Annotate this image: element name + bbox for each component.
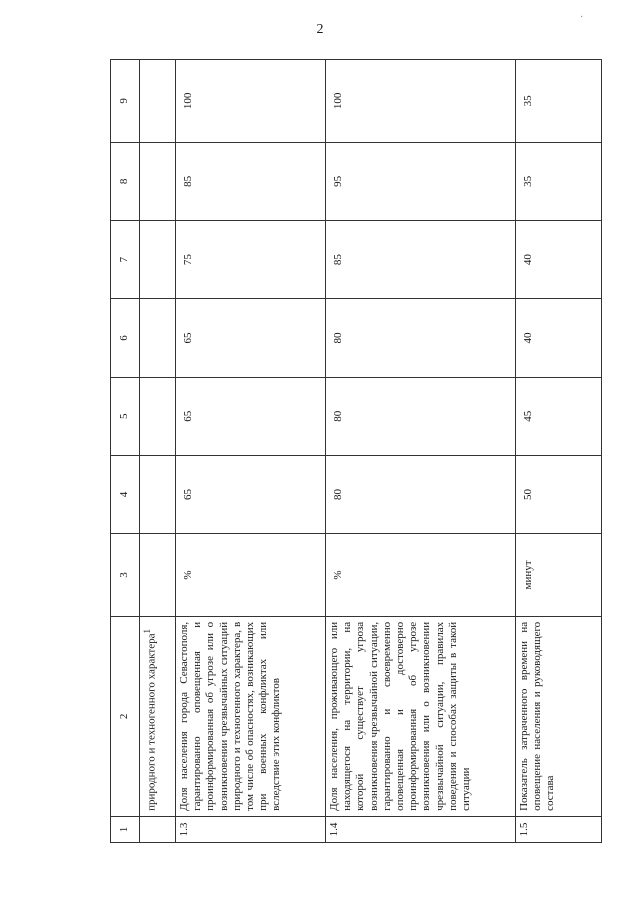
- value-cell: [140, 455, 176, 533]
- value-cell: 75: [176, 220, 326, 298]
- col-header-4: 4: [111, 455, 140, 533]
- indicator-name-text: природного и техногенного характера: [145, 633, 158, 811]
- column-numbers-row: [111, 60, 140, 843]
- col-header-1: 1: [111, 816, 140, 842]
- value-cell: [140, 60, 176, 143]
- col-header-7: 7: [111, 220, 140, 298]
- value-cell: 100: [326, 60, 516, 143]
- row-number: 1.3: [176, 816, 326, 842]
- table-row-1-3: [176, 60, 326, 843]
- value-cell: 80: [326, 377, 516, 455]
- table-row-1-5: [516, 60, 602, 843]
- value-cell: 40: [516, 220, 602, 298]
- footnote-mark: 1: [142, 628, 152, 634]
- value-cell: [140, 220, 176, 298]
- value-cell: 35: [516, 142, 602, 220]
- col-header-3: 3: [111, 534, 140, 617]
- col-header-5: 5: [111, 377, 140, 455]
- value-cell: 65: [176, 377, 326, 455]
- col-header-2: 2: [111, 616, 140, 816]
- unit-cell: [140, 534, 176, 617]
- row-number: 1.4: [326, 816, 516, 842]
- row-number: 1.5: [516, 816, 602, 842]
- unit-cell: %: [326, 534, 516, 617]
- value-cell: 65: [176, 299, 326, 377]
- col-header-9: 9: [111, 60, 140, 143]
- corner-mark: ·: [580, 12, 584, 23]
- value-cell: 80: [326, 455, 516, 533]
- value-cell: 85: [176, 142, 326, 220]
- value-cell: [140, 142, 176, 220]
- value-cell: 95: [326, 142, 516, 220]
- value-cell: 100: [176, 60, 326, 143]
- table-row-continuation: [140, 60, 176, 843]
- value-cell: 65: [176, 455, 326, 533]
- col-header-6: 6: [111, 299, 140, 377]
- indicator-name: Доля населения города Севастополя, гарантированно оповещенная и проинформированная об угрозе или о возникновении чрезвычайных ситуаций природного и техногенного характера, в том числе об опасностях, возникающих при военных конфликтах или вследствие этих конфликтов: [176, 616, 326, 816]
- value-cell: [140, 377, 176, 455]
- value-cell: 50: [516, 455, 602, 533]
- table-row-1-4: [326, 60, 516, 843]
- row-number: [140, 816, 176, 842]
- value-cell: 80: [326, 299, 516, 377]
- indicators-table-rotated: [110, 59, 602, 843]
- unit-cell: минут: [516, 534, 602, 617]
- value-cell: 85: [326, 220, 516, 298]
- value-cell: 45: [516, 377, 602, 455]
- indicator-name: Показатель затраченного времени на оповещение населения и руководящего состава: [516, 616, 602, 816]
- value-cell: 35: [516, 60, 602, 143]
- page-number: 2: [316, 22, 324, 37]
- value-cell: [140, 299, 176, 377]
- indicator-name: Доля населения, проживающего или находящегося на территории, на которой существует угроза возникновения чрезвычайной ситуации, гарантированно и своевременно оповещенная и достоверно проинформированная об угрозе возникновения или о возникновении чрезвычайной ситуации, правилах поведения и способах защиты в такой ситуации: [326, 616, 516, 816]
- indicators-table: [110, 59, 602, 843]
- col-header-8: 8: [111, 142, 140, 220]
- value-cell: 40: [516, 299, 602, 377]
- unit-cell: %: [176, 534, 326, 617]
- indicator-name: [140, 616, 176, 816]
